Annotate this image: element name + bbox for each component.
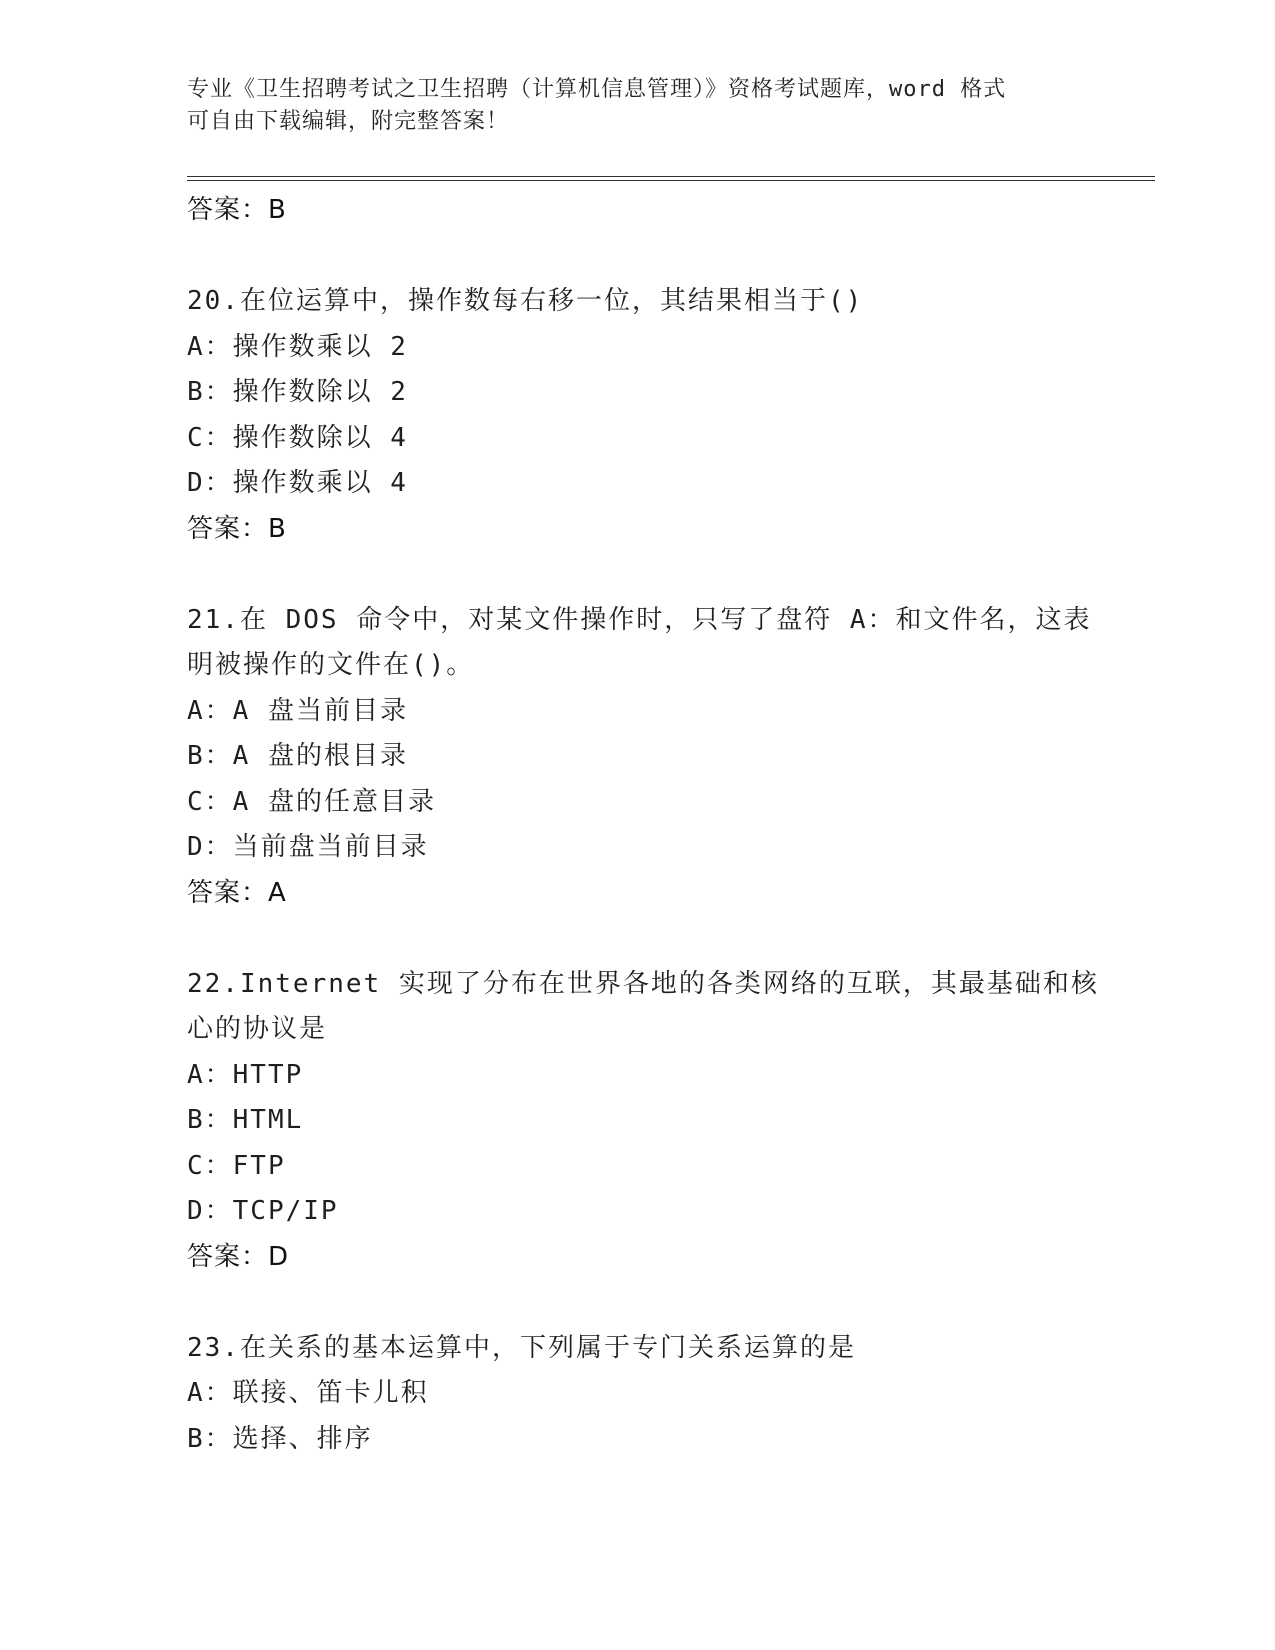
question-text: 23.在关系的基本运算中，下列属于专门关系运算的是 [187,1332,856,1363]
header-line-2: 可自由下载编辑，附完整答案！ [187,109,510,134]
option-c: C：A 盘的任意目录 [187,786,436,817]
option-d: D：当前盘当前目录 [187,832,429,862]
option-d: D：TCP/IP [187,1196,339,1226]
question-text: 20.在位运算中，操作数每右移一位，其结果相当于() [187,286,864,316]
option-a: A：A 盘当前目录 [187,695,408,726]
option-b: B：A 盘的根目录 [187,741,408,771]
question-text: 21.在 DOS 命令中，对某文件操作时，只写了盘符 A：和文件名，这表 [187,604,1092,635]
option-a: A：操作数乘以 2 [187,331,408,362]
spacer [187,234,1087,280]
header-line-1: 专业《卫生招聘考试之卫生招聘（计算机信息管理）》资格考试题库，word 格式 [187,77,1007,102]
answer-line: 答案：A [187,877,287,908]
option-c: C：操作数除以 4 [187,422,408,453]
question-list [187,188,1099,1462]
question-text-continued: 明被操作的文件在()。 [187,650,475,680]
document-header [187,74,1087,138]
option-b: B：HTML [187,1105,304,1135]
spacer [187,552,1087,598]
option-b: B：操作数除以 2 [187,377,408,407]
option-a: A：联接、笛卡儿积 [187,1378,429,1408]
answer-line: 答案：B [187,513,287,544]
option-b: B：选择、排序 [187,1423,373,1454]
answer-line: 答案：D [187,1241,290,1272]
option-d: D：操作数乘以 4 [187,468,408,498]
spacer [187,1280,1087,1326]
question-text: 22.Internet 实现了分布在世界各地的各类网络的互联，其最基础和核 [187,968,1099,999]
question-text-continued: 心的协议是 [187,1014,328,1044]
option-a: A：HTTP [187,1059,304,1090]
answer-line: 答案：B [187,195,287,225]
header-divider [187,176,1155,181]
option-c: C：FTP [187,1150,286,1181]
spacer [187,916,1087,962]
